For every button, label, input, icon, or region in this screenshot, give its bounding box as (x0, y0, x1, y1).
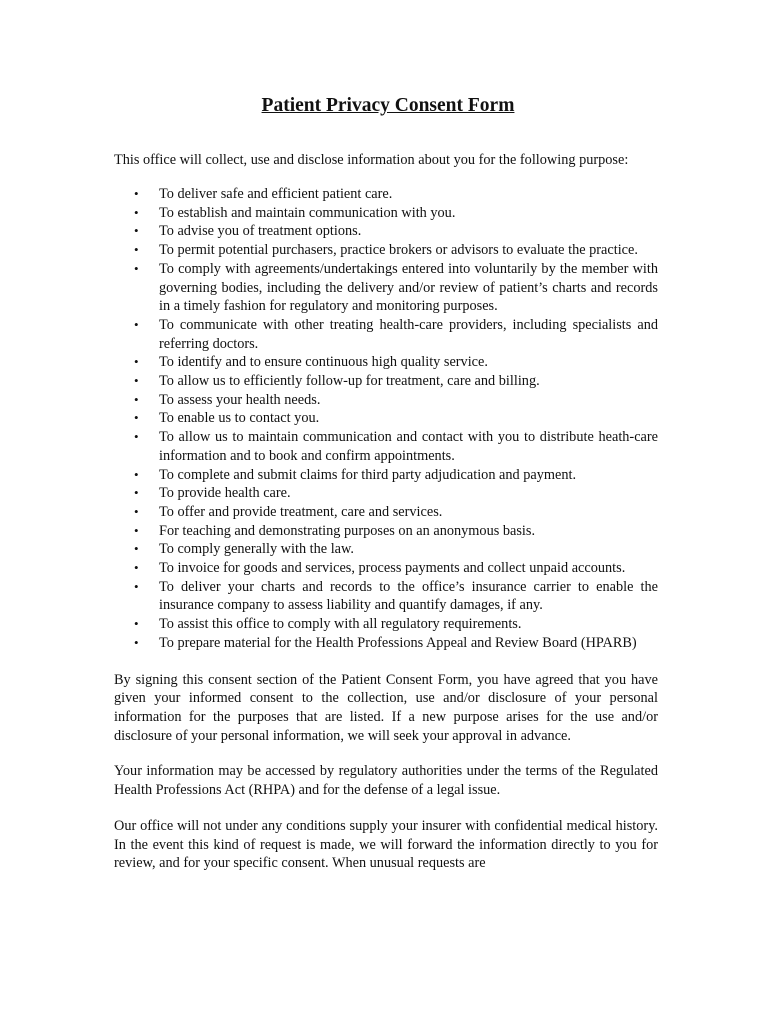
purpose-text: For teaching and demonstrating purposes on an anonymous basis. (159, 522, 536, 539)
list-item (114, 316, 658, 353)
list-item (114, 559, 658, 578)
list-item (114, 484, 658, 503)
list-item (114, 503, 658, 522)
bullet-icon: • (134, 242, 139, 258)
bullet-icon: • (134, 560, 139, 576)
bullet-icon: • (134, 503, 139, 519)
bullet-icon: • (134, 410, 139, 426)
bullet-icon: • (134, 466, 139, 482)
list-item (114, 204, 658, 223)
purpose-text: To comply generally with the law. (159, 541, 354, 558)
list-item (114, 615, 658, 634)
list-item (114, 522, 658, 541)
list-item (114, 409, 658, 428)
purpose-text: To allow us to efficiently follow-up for treatment, care and billing. (159, 373, 540, 390)
list-item (114, 260, 658, 316)
consent-form-page (114, 94, 658, 873)
bullet-icon: • (134, 522, 139, 538)
list-item (114, 428, 658, 465)
bullet-icon: • (134, 354, 139, 370)
list-item (114, 185, 658, 204)
bullet-icon: • (134, 391, 139, 407)
purpose-text: To comply with agreements/undertakings entered into voluntarily by the member with governing bodies, including the delivery and/or review of patient’s charts and records in a timely fashion for regulatory and monitoring purposes. (159, 260, 658, 315)
purpose-text: To offer and provide treatment, care and services. (159, 503, 443, 520)
bullet-icon: • (134, 316, 139, 332)
bullet-icon: • (134, 541, 139, 557)
purpose-text: To enable us to contact you. (159, 410, 320, 427)
list-item (114, 222, 658, 241)
purpose-text: To prepare material for the Health Professions Appeal and Review Board (HPARB) (159, 634, 637, 651)
purpose-text: To communicate with other treating health-care providers, including specialists and referring doctors. (159, 316, 658, 352)
bullet-icon: • (134, 204, 139, 220)
intro-text: This office will collect, use and disclose information about you for the following purpose: (114, 152, 629, 168)
bullet-icon: • (134, 616, 139, 632)
list-item (114, 466, 658, 485)
list-item (114, 241, 658, 260)
purpose-text: To assist this office to comply with all regulatory requirements. (159, 616, 522, 633)
purpose-text: To deliver your charts and records to the office’s insurance carrier to enable the insurance company to assess liability and quantify damages, if any. (159, 578, 658, 614)
purpose-text: To deliver safe and efficient patient care. (159, 186, 393, 202)
purpose-text: To assess your health needs. (159, 391, 321, 408)
bullet-icon: • (134, 260, 139, 276)
purpose-text: To identify and to ensure continuous high quality service. (159, 354, 488, 371)
consent-paragraph: By signing this consent section of the Patient Consent Form, you have agreed that you have given your informed consent to the collection, use and/or disclosure of your personal information for the purposes that are listed. If a new purpose arises for the use and/or disclosure of your personal information, we will seek your approval in advance. (114, 671, 658, 744)
bullet-icon: • (134, 373, 139, 389)
purpose-text: To advise you of treatment options. (159, 223, 362, 240)
purpose-text: To complete and submit claims for third party adjudication and payment. (159, 466, 577, 483)
list-item (114, 634, 658, 653)
list-item (114, 372, 658, 391)
purpose-text: To provide health care. (159, 485, 291, 502)
list-item (114, 578, 658, 615)
bullet-icon: • (134, 186, 139, 201)
bullet-icon: • (134, 429, 139, 445)
list-item (114, 353, 658, 372)
purpose-list (114, 185, 658, 653)
regulatory-access-paragraph: Your information may be accessed by regulatory authorities under the terms of the Regulated Health Professions Act (RHPA) and for the defense of a legal issue. (114, 763, 658, 799)
bullet-icon: • (134, 634, 139, 650)
list-item (114, 540, 658, 559)
insurer-paragraph: Our office will not under any conditions supply your insurer with confidential medical history. In the event this kind of request is made, we will forward the information directly to you for review, and for your specific consent. When unusual requests are (114, 817, 658, 872)
purpose-text: To invoice for goods and services, process payments and collect unpaid accounts. (159, 560, 626, 577)
purpose-text: To establish and maintain communication with you. (159, 204, 456, 221)
purpose-text: To allow us to maintain communication and contact with you to distribute heath-care information and to book and confirm appointments. (159, 429, 658, 464)
bullet-icon: • (134, 578, 139, 594)
purpose-text: To permit potential purchasers, practice brokers or advisors to evaluate the practice. (159, 242, 638, 259)
page-title: Patient Privacy Consent Form (261, 95, 515, 116)
bullet-icon: • (134, 223, 139, 239)
list-item (114, 391, 658, 410)
bullet-icon: • (134, 485, 139, 501)
